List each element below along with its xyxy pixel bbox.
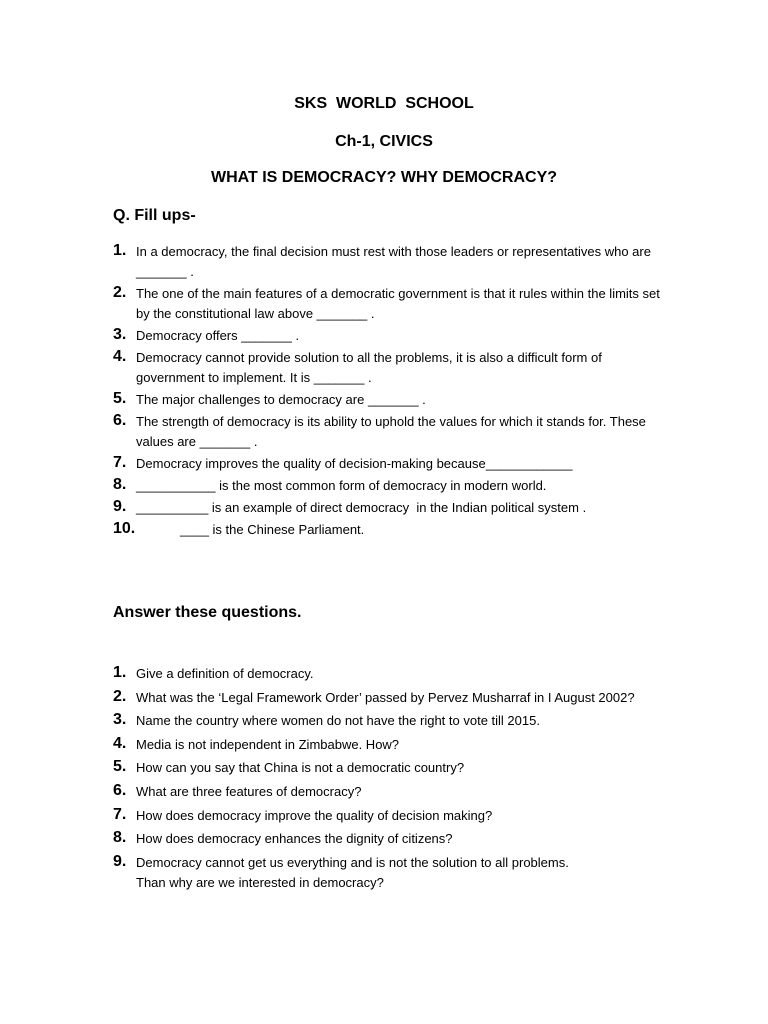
fill-up-item (113, 454, 673, 474)
fill-ups-heading: Q. Fill ups- (113, 207, 196, 224)
question-text: Democracy offers _______ . (136, 328, 300, 343)
answer-questions-list (113, 664, 673, 896)
question-text: The major challenges to democracy are _______ . (136, 392, 426, 407)
answer-question-item (113, 829, 673, 849)
fill-up-item (113, 284, 673, 324)
question-number: 4. (113, 348, 127, 365)
question-text: Democracy cannot get us everything and is not the solution to all problems. Than why are we interested in democracy? (136, 854, 569, 890)
question-text: In a democracy, the final decision must rest with those leaders or representatives who are _______ . (136, 244, 655, 279)
answer-question-item (113, 688, 673, 708)
question-number: 10. (113, 520, 136, 537)
question-number: 8. (113, 476, 127, 493)
question-text: How does democracy enhances the dignity of citizens? (136, 831, 453, 847)
question-text: What are three features of democracy? (136, 783, 362, 799)
question-number: 1. (113, 242, 127, 259)
question-text: How does democracy improve the quality of decision making? (136, 807, 493, 823)
question-number: 6. (113, 412, 127, 429)
answer-question-item (113, 782, 673, 802)
question-text: __________ is an example of direct democracy in the Indian political system . (136, 500, 587, 515)
fill-up-item (113, 242, 673, 282)
question-text: How can you say that China is not a democratic country? (136, 760, 465, 776)
answer-question-item (113, 664, 673, 684)
question-number: 5. (113, 390, 127, 407)
fill-up-item (113, 476, 673, 496)
question-number: 4. (113, 734, 127, 752)
question-number: 7. (113, 454, 127, 471)
fill-up-item (113, 390, 673, 410)
question-number: 3. (113, 711, 127, 729)
answer-question-item (113, 806, 673, 826)
fill-up-item (113, 412, 673, 452)
question-text: Democracy improves the quality of decision-making because____________ (136, 456, 573, 471)
worksheet-title: WHAT IS DEMOCRACY? WHY DEMOCRACY? (210, 169, 558, 186)
fill-up-item (113, 498, 673, 518)
school-name: SKS WORLD SCHOOL (294, 95, 474, 112)
question-text: Give a definition of democracy. (136, 666, 314, 681)
question-number: 5. (113, 758, 127, 776)
question-text: Name the country where women do not have the right to vote till 2015. (136, 713, 540, 729)
answer-question-item (113, 758, 673, 778)
question-text: What was the ‘Legal Framework Order’ passed by Pervez Musharraf in I August 2002? (136, 689, 635, 705)
question-number: 7. (113, 805, 127, 823)
question-text: The strength of democracy is its ability to uphold the values for which it stands for. These values are _______ . (136, 414, 650, 449)
question-text: Media is not independent in Zimbabwe. How? (136, 736, 400, 752)
fill-up-item (113, 348, 673, 388)
question-number: 2. (113, 284, 127, 301)
question-text: ____ is the Chinese Parliament. (180, 522, 365, 537)
answer-question-item (113, 853, 673, 893)
answer-question-item (113, 711, 673, 731)
question-number: 3. (113, 326, 127, 343)
answer-question-item (113, 735, 673, 755)
question-number: 1. (113, 664, 127, 681)
fill-up-item (113, 326, 673, 346)
question-text: Democracy cannot provide solution to all the problems, it is also a difficult form of government to implement. It is _______ . (136, 350, 606, 385)
question-text: ___________ is the most common form of democracy in modern world. (136, 478, 547, 493)
question-number: 2. (113, 687, 127, 705)
question-number: 6. (113, 781, 127, 799)
question-number: 9. (113, 852, 127, 870)
answer-questions-heading: Answer these questions. (113, 604, 302, 621)
question-number: 8. (113, 829, 127, 847)
chapter-title: Ch-1, CIVICS (335, 133, 433, 150)
fill-up-item (113, 520, 673, 540)
question-text: The one of the main features of a democratic government is that it rules within the limits set by the constitutional law above _______ . (136, 286, 664, 321)
question-number: 9. (113, 498, 127, 515)
fill-ups-list (113, 242, 673, 542)
